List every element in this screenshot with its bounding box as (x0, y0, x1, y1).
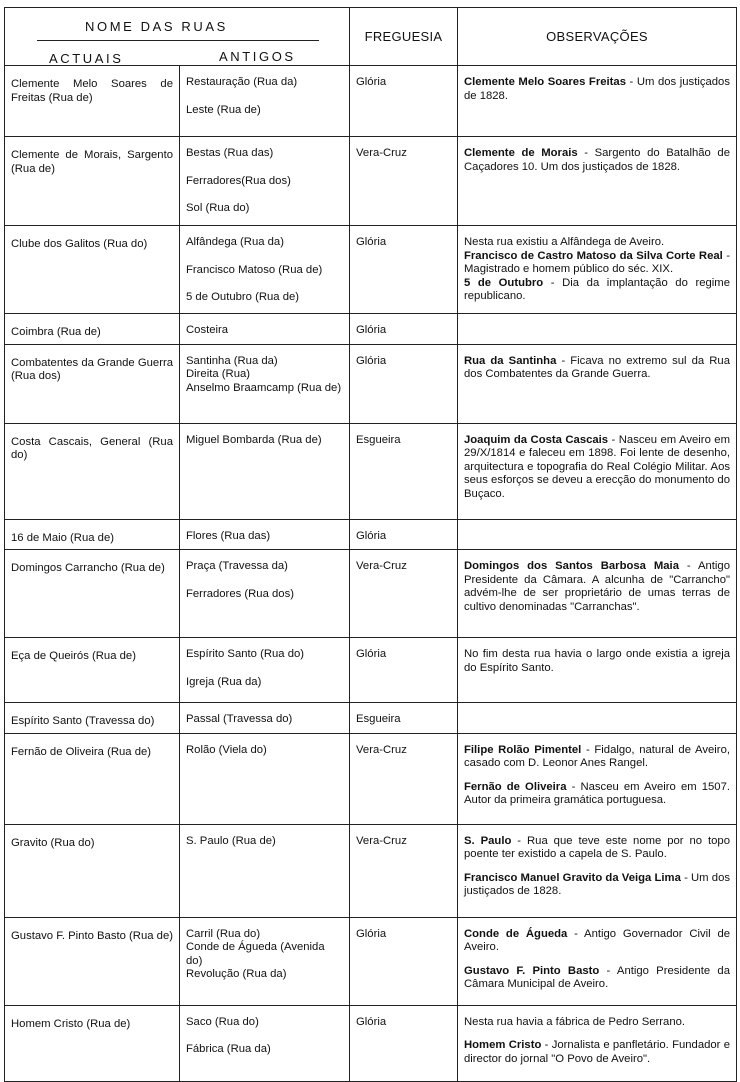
note-entry (464, 1016, 730, 1030)
current-name-cell: Domingos Carrancho (Rua de) (5, 550, 180, 638)
notes-cell (458, 137, 737, 226)
note-text: No fim desta rua havia o largo onde existia a igreja do Espírito Santo. (464, 648, 730, 674)
notes-cell (458, 1005, 737, 1081)
former-names-cell (180, 733, 350, 824)
note-entry (464, 250, 730, 277)
current-names-heading: ACTUAIS (49, 51, 124, 66)
street-names-sheet (4, 7, 736, 1069)
note-subject: 5 de Outubro (464, 276, 544, 289)
former-names-cell (180, 344, 350, 423)
note-text: - Um dos justiçados de 1828. (464, 871, 730, 897)
note-subject: Homem Cristo (464, 1039, 542, 1051)
current-name-cell: Eça de Queirós (Rua de) (5, 638, 180, 703)
street-names-table (4, 7, 737, 1082)
street-row (5, 638, 737, 703)
former-name: Restauração (Rua da) (186, 76, 298, 88)
parish-cell: Glória (350, 519, 458, 550)
street-names-header (5, 8, 350, 66)
note-subject: Francisco de Castro Matoso da Silva Corte Real (464, 249, 723, 262)
street-row (5, 550, 737, 638)
notes-heading: OBSERVAÇÕES (458, 8, 737, 66)
former-names-cell (180, 824, 350, 917)
former-name: Saco (Rua do) (186, 1015, 259, 1028)
note-entry (464, 648, 730, 675)
note-entry (464, 76, 730, 103)
note-entry (464, 560, 730, 614)
current-name-cell: Costa Cascais, General (Rua do) (5, 423, 180, 519)
note-text: - Nasceu em Aveiro em 1507. Autor da primeira gramática portuguesa. (464, 780, 731, 806)
note-entry (464, 277, 730, 304)
notes-cell (458, 344, 737, 423)
parish-cell: Glória (350, 66, 458, 137)
former-name: Direita (Rua) (186, 368, 251, 380)
note-entry (464, 147, 730, 174)
notes-cell (458, 226, 737, 314)
current-name-cell: Coimbra (Rua de) (5, 314, 180, 345)
former-names-heading: ANTIGOS (219, 49, 296, 64)
former-name: Rolão (Viela do) (186, 743, 267, 756)
street-row (5, 917, 737, 1005)
parish-heading: FREGUESIA (350, 8, 458, 66)
former-name: Francisco Matoso (Rua de) (186, 263, 323, 276)
note-text: - Rua que teve este nome por no topo poente ter existido a capela de S. Paulo. (464, 834, 730, 860)
current-name-cell: Gravito (Rua do) (5, 824, 180, 917)
note-text: - Um dos justiçados de 1828. (464, 76, 730, 102)
notes-cell (458, 423, 737, 519)
notes-cell (458, 703, 737, 734)
note-subject: Fernão de Oliveira (464, 780, 567, 793)
former-name: Revolução (Rua da) (186, 968, 287, 980)
former-name: Ferradores(Rua dos) (186, 174, 291, 187)
parish-cell: Glória (350, 344, 458, 423)
notes-cell (458, 638, 737, 703)
current-name-cell: Combatentes da Grande Guerra (Rua dos) (5, 344, 180, 423)
current-name-cell: Homem Cristo (Rua de) (5, 1005, 180, 1081)
note-entry (464, 835, 730, 862)
former-names-cell (180, 66, 350, 137)
street-row (5, 519, 737, 550)
street-row (5, 314, 737, 345)
former-name: 5 de Outubro (Rua de) (186, 291, 300, 303)
note-text: - Antigo Governador Civil de Aveiro. (464, 927, 731, 953)
parish-cell: Esgueira (350, 703, 458, 734)
note-subject: Clemente de Morais (464, 147, 578, 159)
notes-cell (458, 519, 737, 550)
former-names-cell (180, 519, 350, 550)
current-name-cell: Clemente Melo Soares de Freitas (Rua de) (5, 66, 180, 137)
notes-cell (458, 550, 737, 638)
former-names-cell (180, 314, 350, 345)
notes-cell (458, 733, 737, 824)
header-underline (37, 40, 319, 41)
notes-cell (458, 917, 737, 1005)
former-name: S. Paulo (Rua de) (186, 834, 276, 847)
former-names-cell (180, 703, 350, 734)
former-name: Ferradores (Rua dos) (186, 587, 294, 600)
notes-cell (458, 66, 737, 137)
parish-cell: Glória (350, 1005, 458, 1081)
note-subject: Francisco Manuel Gravito da Veiga Lima (464, 871, 681, 884)
note-subject: Clemente Melo Soares Freitas (464, 76, 626, 88)
street-row (5, 824, 737, 917)
note-subject: Joaquim da Costa Cascais (464, 433, 609, 446)
note-entry (464, 236, 730, 250)
notes-cell (458, 824, 737, 917)
former-name: Miguel Bombarda (Rua de) (186, 433, 322, 446)
note-text: - Dia da implantação do regime republicano. (464, 276, 730, 302)
parish-cell: Glória (350, 638, 458, 703)
note-text: - Fidalgo, natural de Aveiro, casado com D. Leonor Anes Rangel. (464, 743, 730, 769)
parish-cell: Glória (350, 314, 458, 345)
former-names-cell (180, 917, 350, 1005)
former-name: Leste (Rua de) (186, 103, 261, 116)
note-subject: Rua da Santinha (464, 354, 557, 367)
note-text: - Antigo Presidente da Câmara. A alcunha de "Carrancho" advém-lhe de ser proprietário de umas terras de cultivo denominadas "Carranchas". (464, 560, 730, 613)
street-row (5, 66, 737, 137)
street-row (5, 423, 737, 519)
note-subject: S. Paulo (464, 834, 512, 847)
former-name: Bestas (Rua das) (186, 147, 274, 159)
street-row (5, 137, 737, 226)
parish-cell: Vera-Cruz (350, 824, 458, 917)
note-text: - Sargento do Batalhão de Caçadores 10. Um dos justiçados de 1828. (464, 147, 730, 173)
former-name: Alfândega (Rua da) (186, 236, 284, 248)
note-entry (464, 781, 730, 808)
note-subject: Domingos dos Santos Barbosa Maia (464, 560, 679, 572)
street-row (5, 226, 737, 314)
current-name-cell: Clemente de Morais, Sargento (Rua de) (5, 137, 180, 226)
note-subject: Conde de Águeda (464, 927, 568, 940)
current-name-cell: Fernão de Oliveira (Rua de) (5, 733, 180, 824)
former-name: Passal (Travessa do) (186, 713, 293, 725)
current-name-cell: 16 de Maio (Rua de) (5, 519, 180, 550)
note-entry (464, 434, 730, 502)
note-text: - Magistrado e homem público do séc. XIX. (464, 249, 730, 275)
note-subject: Filipe Rolão Pimentel (464, 743, 582, 756)
header-row (5, 8, 737, 66)
parish-cell: Vera-Cruz (350, 550, 458, 638)
current-name-cell: Espírito Santo (Travessa do) (5, 703, 180, 734)
note-text: Nesta rua existiu a Alfândega de Aveiro. (464, 236, 665, 248)
parish-cell: Glória (350, 226, 458, 314)
parish-cell: Vera-Cruz (350, 137, 458, 226)
former-names-cell (180, 137, 350, 226)
current-name-cell: Clube dos Galitos (Rua do) (5, 226, 180, 314)
note-subject: Gustavo F. Pinto Basto (464, 964, 600, 977)
former-name: Costeira (186, 324, 229, 336)
former-names-cell (180, 423, 350, 519)
street-row (5, 344, 737, 423)
note-text: - Ficava no extremo sul da Rua dos Combatentes da Grande Guerra. (464, 354, 730, 380)
note-entry (464, 1039, 730, 1066)
former-name: Santinha (Rua da) (186, 354, 278, 367)
street-row (5, 733, 737, 824)
former-names-cell (180, 1005, 350, 1081)
note-text: - Nasceu em Aveiro em 29/X/1814 e faleceu em 1898. Foi lente de desenho, arquitectura e topografia do Real Colégio Militar. Aos seus esforços se deveu a erecção do monumento do Buçaco. (464, 433, 730, 500)
note-entry (464, 965, 730, 992)
note-text: - Jornalista e panfletário. Fundador e director do jornal "O Povo de Aveiro". (464, 1039, 730, 1065)
note-text: - Antigo Presidente da Câmara Municipal de Aveiro. (464, 964, 730, 990)
notes-cell (458, 314, 737, 345)
former-names-cell (180, 226, 350, 314)
note-text: Nesta rua havia a fábrica de Pedro Serrano. (464, 1015, 686, 1028)
parish-cell: Esgueira (350, 423, 458, 519)
street-names-title: NOME DAS RUAS (85, 19, 228, 34)
former-name: Conde de Águeda (Avenida do) (186, 941, 325, 967)
former-name: Anselmo Braamcamp (Rua de) (186, 381, 342, 394)
former-name: Flores (Rua das) (186, 529, 271, 542)
current-name-cell: Gustavo F. Pinto Basto (Rua de) (5, 917, 180, 1005)
former-name: Praça (Travessa da) (186, 560, 288, 572)
former-name: Sol (Rua do) (186, 202, 250, 214)
street-row (5, 703, 737, 734)
former-names-cell (180, 550, 350, 638)
note-entry (464, 355, 730, 382)
former-name: Fábrica (Rua da) (186, 1043, 271, 1055)
former-name: Igreja (Rua da) (186, 675, 262, 688)
parish-cell: Vera-Cruz (350, 733, 458, 824)
note-entry (464, 928, 730, 955)
parish-cell: Glória (350, 917, 458, 1005)
former-names-cell (180, 638, 350, 703)
note-entry (464, 744, 730, 771)
former-name: Espírito Santo (Rua do) (186, 648, 305, 660)
note-entry (464, 872, 730, 899)
street-row (5, 1005, 737, 1081)
former-name: Carril (Rua do) (186, 927, 261, 940)
